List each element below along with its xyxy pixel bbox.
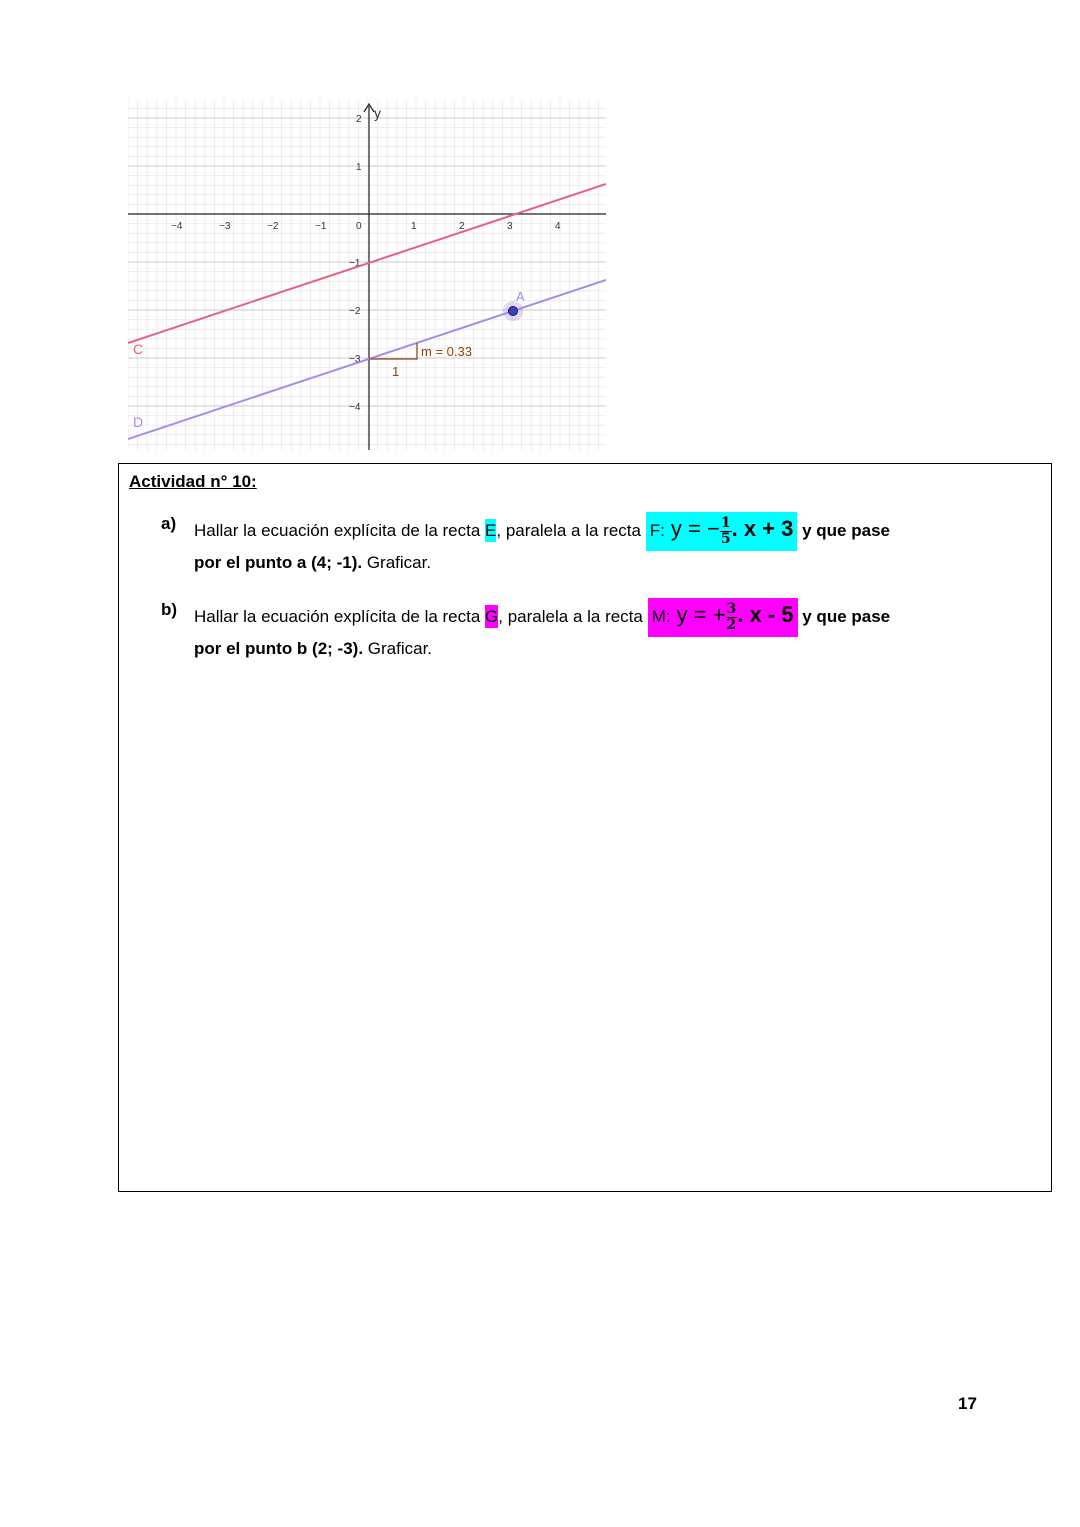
y-axis-label: y: [374, 105, 381, 121]
x-tick-label: 2: [459, 221, 465, 232]
y-tick-label: 1: [356, 162, 362, 173]
activity-title: Actividad n° 10:: [129, 472, 257, 491]
y-tick-label: −3: [349, 354, 361, 365]
activity-box: Actividad n° 10: a) Hallar la ecuación explícita de la recta E, paralela a la recta F: y = − $\frac{1}{5}$ . x + 3 y que pase por el punto a (4; -1). Graficar. b) Hallar la ecuación explícita de la recta G, paralela a la recta M: y = + $\frac{3}{2}$ . x - 5 y que pase por el punto b (2; -3). Graficar.: [118, 463, 1052, 1192]
x-tick-label: 4: [555, 221, 561, 232]
x-tick-label: −1: [315, 221, 327, 232]
run-label: 1: [392, 364, 400, 379]
axes: [128, 104, 606, 450]
y-tick-label: −2: [349, 306, 361, 317]
point-a-label: A: [516, 289, 525, 304]
line-c-label: C: [133, 341, 144, 357]
reference-equation: F: y = − $\frac{1}{5}$ . x + 3: [646, 512, 798, 551]
item-label: a): [161, 514, 177, 533]
x-tick-label: −3: [219, 221, 231, 232]
x-tick-label: 1: [411, 221, 417, 232]
y-tick-label: −4: [349, 402, 361, 413]
x-tick-label: −2: [267, 221, 279, 232]
y-tick-label: −1: [349, 258, 361, 269]
line-d-label: D: [133, 414, 144, 430]
coordinate-graph: [128, 100, 606, 450]
reference-equation: M: y = + $\frac{3}{2}$ . x - 5: [648, 598, 798, 637]
line-name: G: [485, 606, 499, 626]
x-tick-label: 3: [507, 221, 513, 232]
y-tick-label: 2: [356, 114, 362, 125]
grid: [128, 100, 606, 450]
line-name: E: [485, 520, 497, 540]
x-tick-label: −4: [171, 221, 183, 232]
x-tick-label: 0: [356, 221, 362, 232]
point-a-dot: [509, 307, 518, 316]
item-label: b): [161, 600, 178, 619]
page-number: 17: [958, 1394, 977, 1413]
slope-label: m = 0.33: [421, 344, 472, 359]
